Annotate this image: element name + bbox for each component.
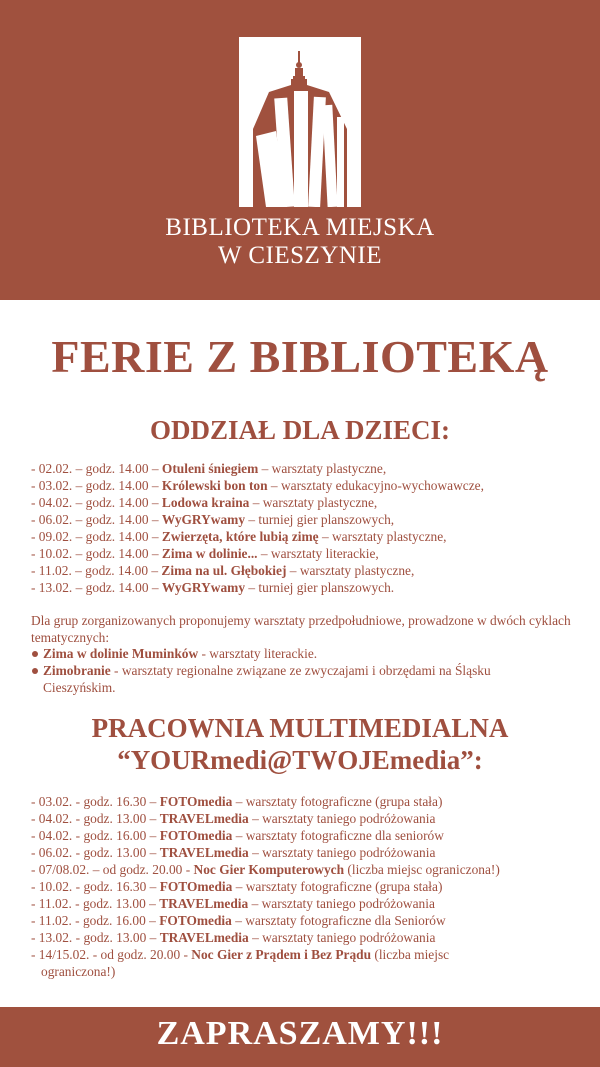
list-item: Zimobranie - warsztaty regionalne związane ze zwyczajami i obrzędami na Śląsku Cieszyńskim. xyxy=(31,662,591,696)
library-building-books-icon xyxy=(239,37,361,207)
list-item: - 10.02. - godz. 16.30 – FOTOmedia – warsztaty fotograficzne (grupa stała) xyxy=(31,879,443,894)
multimedia-section-subheading: “YOURmedi@TWOJEmedia”: xyxy=(117,745,483,775)
list-item: - 13.02. – godz. 14.00 – WyGRYwamy – turniej gier planszowych. xyxy=(31,580,395,595)
list-item: - 06.02. - godz. 13.00 – TRAVELmedia – warsztaty taniego podróżowania xyxy=(31,845,436,860)
list-item: - 04.02. – godz. 14.00 – Lodowa kraina – warsztaty plastyczne, xyxy=(31,495,378,510)
children-section-heading: ODDZIAŁ DLA DZIECI: xyxy=(149,415,451,445)
library-name-line2: W CIESZYNIE xyxy=(217,242,383,269)
list-item: - 10.02. – godz. 14.00 – Zima w dolinie... – warsztaty literackie, xyxy=(31,546,379,561)
list-item: - 04.02. - godz. 13.00 – TRAVELmedia – warsztaty taniego podróżowania xyxy=(31,811,436,826)
children-events-list xyxy=(31,460,591,596)
list-item: - 11.02. – godz. 14.00 – Zima na ul. Głębokiej – warsztaty plastyczne, xyxy=(31,563,415,578)
list-item: - 03.02. – godz. 14.00 – Królewski bon ton – warsztaty edukacyjno-wychowawcze, xyxy=(31,478,484,493)
list-item: - 06.02. – godz. 14.00 – WyGRYwamy – turniej gier planszowych, xyxy=(31,512,395,527)
groups-intro-text: Dla grup zorganizowanych proponujemy warsztaty przedpołudniowe, prowadzone w dwóch cyklach tematycznych: xyxy=(31,613,571,645)
library-name-line1: BIBLIOTEKA MIEJSKA xyxy=(165,214,435,241)
list-item: - 11.02. - godz. 13.00 – TRAVELmedia – warsztaty taniego podróżowania xyxy=(31,896,435,911)
list-item: - 14/15.02. - od godz. 20.00 - Noc Gier z Prądem i Bez Prądu (liczba miejsc ograniczona!) xyxy=(31,947,450,979)
group-workshops-list xyxy=(31,645,591,696)
list-item: - 02.02. – godz. 14.00 – Otuleni śniegiem – warsztaty plastyczne, xyxy=(31,461,387,476)
multimedia-events-list xyxy=(31,793,591,980)
list-item: - 11.02. - godz. 16.00 – FOTOmedia – warsztaty fotograficzne dla Seniorów xyxy=(31,913,446,928)
list-item: - 13.02. - godz. 13.00 – TRAVELmedia – warsztaty taniego podróżowania xyxy=(31,930,436,945)
list-item: - 04.02. - godz. 16.00 – FOTOmedia – warsztaty fotograficzne dla seniorów xyxy=(31,828,444,843)
list-item: - 09.02. – godz. 14.00 – Zwierzęta, które lubią zimę – warsztaty plastyczne, xyxy=(31,529,447,544)
multimedia-section-heading: PRACOWNIA MULTIMEDIALNA xyxy=(91,713,509,743)
list-item: - 07/08.02. – od godz. 20.00 - Noc Gier Komputerowych (liczba miejsc ograniczona!) xyxy=(31,862,500,877)
page-title: FERIE Z BIBLIOTEKĄ xyxy=(51,331,549,382)
list-item: - 03.02. - godz. 16.30 – FOTOmedia – warsztaty fotograficzne (grupa stała) xyxy=(31,794,443,809)
footer-invitation: ZAPRASZAMY!!! xyxy=(156,1015,444,1052)
list-item: Zima w dolinie Muminków - warsztaty literackie. xyxy=(31,645,591,662)
